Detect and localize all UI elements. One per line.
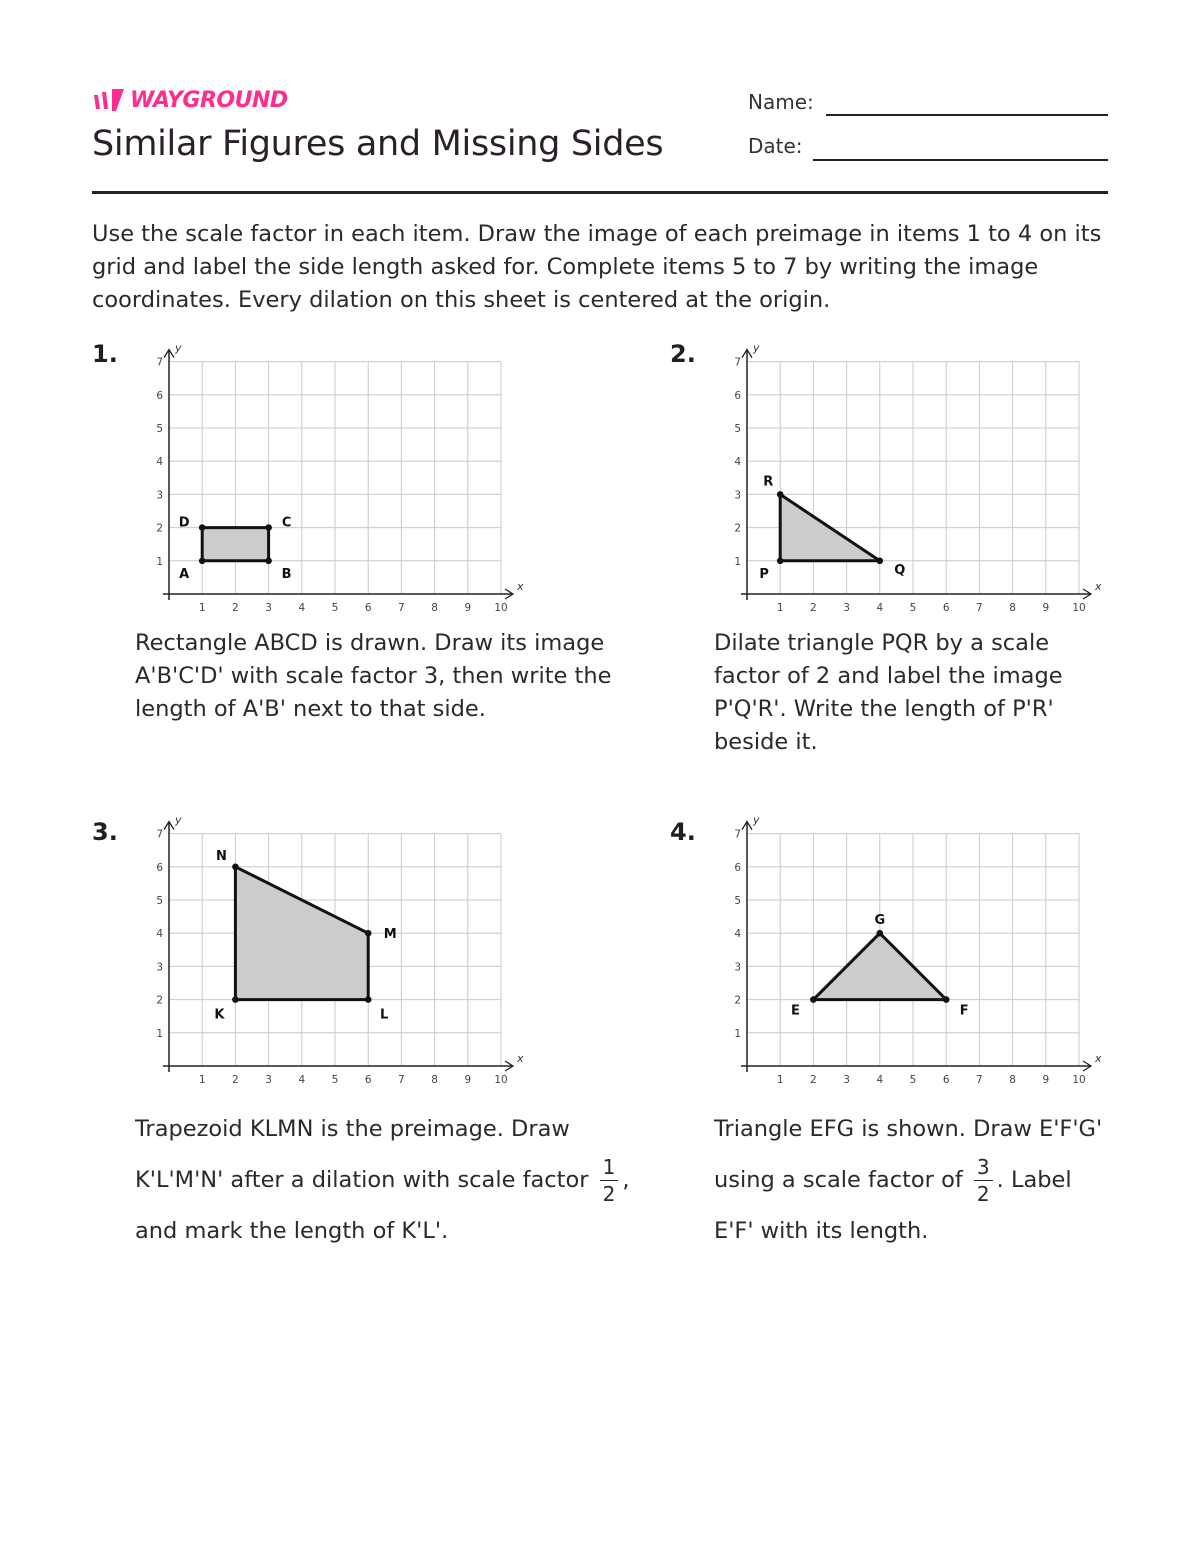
x-tick-label: 8 xyxy=(431,602,438,614)
item-4-text-line-b xyxy=(714,1155,1134,1206)
vertex-point-l xyxy=(365,996,372,1003)
y-tick-label: 2 xyxy=(734,522,741,535)
vertex-label-b: B xyxy=(281,566,292,582)
item-3-grid[interactable] xyxy=(150,812,530,1087)
vertex-label-g: G xyxy=(874,913,886,929)
item-3-text-b: K'L'M'N' after a dilation with scale factor xyxy=(135,1167,596,1193)
y-tick-label: 7 xyxy=(734,356,741,369)
item-4-fraction-den: 2 xyxy=(976,1182,990,1206)
x-tick-label: 1 xyxy=(198,1074,206,1086)
y-tick-label: 4 xyxy=(156,456,163,469)
y-tick-label: 3 xyxy=(156,489,163,502)
y-tick-label: 2 xyxy=(734,994,741,1007)
x-tick-label: 1 xyxy=(198,602,206,614)
x-tick-label: 6 xyxy=(364,1074,372,1086)
y-axis-label: y xyxy=(175,341,182,355)
x-tick-label: 6 xyxy=(942,602,950,614)
item-3-text-line-a: Trapezoid KLMN is the preimage. Draw xyxy=(135,1116,570,1142)
vertex-point-a xyxy=(199,558,206,565)
x-tick-label: 9 xyxy=(1042,1074,1050,1086)
x-tick-label: 7 xyxy=(976,602,983,614)
vertex-point-e xyxy=(810,996,817,1003)
x-tick-label: 8 xyxy=(431,1074,438,1086)
vertex-label-e: E xyxy=(790,1003,800,1019)
y-tick-label: 6 xyxy=(734,389,741,402)
brand-logo xyxy=(92,86,288,114)
y-tick-label: 7 xyxy=(734,828,741,841)
item-1-grid[interactable] xyxy=(150,340,530,615)
y-tick-label: 1 xyxy=(156,555,163,568)
y-tick-label: 7 xyxy=(156,828,163,841)
item-2-number: 2. xyxy=(670,340,696,368)
vertex-point-g xyxy=(877,930,884,937)
vertex-label-l: L xyxy=(380,1007,389,1023)
vertex-point-f xyxy=(943,996,950,1003)
vertex-point-c xyxy=(265,524,272,531)
vertex-point-m xyxy=(365,930,372,937)
y-tick-label: 1 xyxy=(734,555,741,568)
y-axis-label: y xyxy=(753,813,760,827)
y-tick-label: 4 xyxy=(734,456,741,469)
x-tick-label: 6 xyxy=(364,602,372,614)
x-tick-label: 3 xyxy=(843,1074,850,1086)
x-axis-label: x xyxy=(517,580,524,593)
y-tick-label: 3 xyxy=(734,961,741,974)
item-3-fraction xyxy=(600,1157,619,1204)
x-tick-label: 3 xyxy=(265,1074,272,1086)
item-2-grid[interactable] xyxy=(728,340,1108,615)
x-tick-label: 10 xyxy=(494,1074,508,1086)
name-field[interactable] xyxy=(826,114,1108,116)
x-tick-label: 1 xyxy=(776,602,784,614)
vertex-point-p xyxy=(777,558,784,565)
item-4-grid[interactable] xyxy=(728,812,1108,1087)
page-title: Similar Figures and Missing Sides xyxy=(92,124,664,164)
vertex-label-c: C xyxy=(281,515,292,531)
vertex-label-d: D xyxy=(178,515,190,531)
item-4-text-after: . Label xyxy=(996,1167,1072,1193)
y-tick-label: 5 xyxy=(156,895,163,907)
item-4-fraction xyxy=(974,1157,993,1204)
vertex-point-r xyxy=(777,491,784,498)
vertex-point-d xyxy=(199,524,206,531)
x-tick-label: 3 xyxy=(843,602,850,614)
date-label: Date: xyxy=(748,134,803,158)
x-tick-label: 5 xyxy=(331,1074,339,1086)
y-tick-label: 6 xyxy=(734,861,741,874)
item-3-fraction-num: 1 xyxy=(600,1157,619,1181)
item-4-text-line-c: E'F' with its length. xyxy=(714,1218,929,1244)
y-tick-label: 5 xyxy=(734,895,741,907)
vertex-point-k xyxy=(232,996,239,1003)
vertex-label-q: Q xyxy=(894,562,906,578)
vertex-point-q xyxy=(877,558,884,565)
vertex-label-n: N xyxy=(215,848,227,864)
vertex-point-b xyxy=(265,558,272,565)
date-field[interactable] xyxy=(813,159,1108,161)
x-tick-label: 10 xyxy=(1072,1074,1086,1086)
vertex-point-n xyxy=(232,864,239,871)
vertex-label-r: R xyxy=(763,474,774,490)
item-1-number: 1. xyxy=(92,340,118,368)
rectangle-figure xyxy=(202,528,268,561)
y-tick-label: 3 xyxy=(734,489,741,502)
item-4-fraction-num: 3 xyxy=(974,1157,993,1181)
brand-logo-icon xyxy=(92,89,126,111)
x-tick-label: 2 xyxy=(810,602,817,614)
x-tick-label: 2 xyxy=(232,602,239,614)
y-axis-label: y xyxy=(753,341,760,355)
y-tick-label: 1 xyxy=(734,1027,741,1040)
item-3-text-line-b xyxy=(135,1155,655,1206)
x-tick-label: 4 xyxy=(876,1074,884,1086)
x-tick-label: 7 xyxy=(398,602,405,614)
item-3-text-after: , xyxy=(622,1167,630,1193)
item-4-number: 4. xyxy=(670,818,696,846)
x-tick-label: 9 xyxy=(464,602,472,614)
x-tick-label: 9 xyxy=(1042,602,1050,614)
item-3-fraction-den: 2 xyxy=(602,1182,616,1206)
y-tick-label: 4 xyxy=(156,928,163,941)
instructions: Use the scale factor in each item. Draw the image of each preimage in items 1 to 4 on its grid and label the side length asked for. Complete items 5 to 7 by writing the image coordinates. Every dilation on this sheet is centered at the origin. xyxy=(92,221,1102,313)
header-divider xyxy=(92,191,1108,194)
item-3-text xyxy=(135,1104,655,1257)
y-tick-label: 2 xyxy=(156,994,163,1007)
x-tick-label: 5 xyxy=(909,1074,917,1086)
item-2-text: Dilate triangle PQR by a scale factor of 2 and label the image P'Q'R'. Write the length of P'R' beside it. xyxy=(714,630,1063,755)
x-tick-label: 4 xyxy=(298,602,306,614)
y-tick-label: 6 xyxy=(156,389,163,402)
y-tick-label: 6 xyxy=(156,861,163,874)
vertex-label-k: K xyxy=(214,1007,225,1023)
y-tick-label: 4 xyxy=(734,928,741,941)
x-tick-label: 7 xyxy=(976,1074,983,1086)
brand-name: WAYGROUND xyxy=(130,87,288,113)
x-tick-label: 2 xyxy=(810,1074,817,1086)
name-label: Name: xyxy=(748,90,814,114)
x-axis-label: x xyxy=(517,1052,524,1065)
y-tick-label: 3 xyxy=(156,961,163,974)
y-tick-label: 7 xyxy=(156,356,163,369)
x-axis-label: x xyxy=(1095,1052,1102,1065)
y-tick-label: 5 xyxy=(734,423,741,435)
y-tick-label: 2 xyxy=(156,522,163,535)
y-tick-label: 1 xyxy=(156,1027,163,1040)
item-3-number: 3. xyxy=(92,818,118,846)
item-3-text-line-c: and mark the length of K'L'. xyxy=(135,1218,449,1244)
x-tick-label: 8 xyxy=(1009,602,1016,614)
x-tick-label: 2 xyxy=(232,1074,239,1086)
x-tick-label: 1 xyxy=(776,1074,784,1086)
item-1-text: Rectangle ABCD is drawn. Draw its image A'B'C'D' with scale factor 3, then write the length of A'B' next to that side. xyxy=(135,630,612,722)
item-4-text-b: using a scale factor of xyxy=(714,1167,970,1193)
x-tick-label: 8 xyxy=(1009,1074,1016,1086)
x-tick-label: 7 xyxy=(398,1074,405,1086)
vertex-label-p: P xyxy=(759,566,769,582)
x-tick-label: 5 xyxy=(331,602,339,614)
x-tick-label: 3 xyxy=(265,602,272,614)
item-4-text xyxy=(714,1104,1134,1257)
x-tick-label: 4 xyxy=(298,1074,306,1086)
x-tick-label: 6 xyxy=(942,1074,950,1086)
y-tick-label: 5 xyxy=(156,423,163,435)
x-tick-label: 9 xyxy=(464,1074,472,1086)
vertex-label-f: F xyxy=(959,1003,969,1019)
vertex-label-m: M xyxy=(383,927,397,943)
vertex-label-a: A xyxy=(179,566,190,582)
y-axis-label: y xyxy=(175,813,182,827)
x-tick-label: 10 xyxy=(1072,602,1086,614)
x-axis-label: x xyxy=(1095,580,1102,593)
x-tick-label: 4 xyxy=(876,602,884,614)
x-tick-label: 10 xyxy=(494,602,508,614)
x-tick-label: 5 xyxy=(909,602,917,614)
item-4-text-line-a: Triangle EFG is shown. Draw E'F'G' xyxy=(714,1116,1103,1142)
